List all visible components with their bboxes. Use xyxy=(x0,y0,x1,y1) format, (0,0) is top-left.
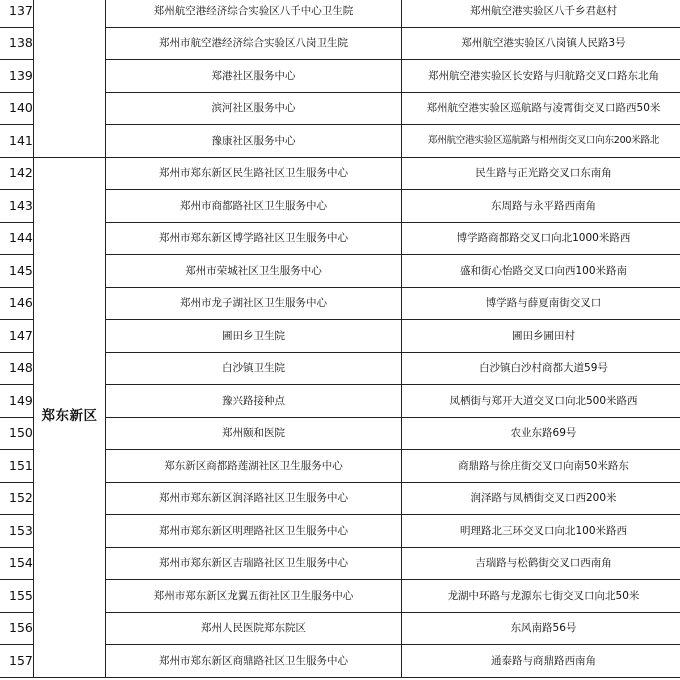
clinic-name: 郑州市郑东新区吉瑞路社区卫生服务中心 xyxy=(106,547,402,580)
clinic-address: 郑州航空港实验区八岗镇人民路3号 xyxy=(402,27,680,60)
table-row xyxy=(0,157,680,190)
row-number: 148 xyxy=(0,352,34,385)
clinic-name: 郑州市郑东新区润泽路社区卫生服务中心 xyxy=(106,482,402,515)
district-cell: 郑东新区 xyxy=(34,157,106,677)
row-number: 157 xyxy=(0,645,34,678)
clinic-name: 郑州航空港经济综合实验区八千中心卫生院 xyxy=(106,0,402,27)
clinic-name: 郑州市航空港经济综合实验区八岗卫生院 xyxy=(106,27,402,60)
row-number: 142 xyxy=(0,157,34,190)
clinic-address: 商鼎路与徐庄街交叉口向南50米路东 xyxy=(402,450,680,483)
row-number: 151 xyxy=(0,450,34,483)
row-number: 154 xyxy=(0,547,34,580)
clinic-address: 郑州航空港实验区巡航路与凌霄街交叉口路西50米 xyxy=(402,92,680,125)
clinic-address: 龙湖中环路与龙源东七街交叉口向北50米 xyxy=(402,580,680,613)
table-row xyxy=(0,92,680,125)
clinic-name: 郑东新区商都路莲湖社区卫生服务中心 xyxy=(106,450,402,483)
clinic-name: 郑州市郑东新区明理路社区卫生服务中心 xyxy=(106,515,402,548)
clinic-address: 博学路与薛夏南街交叉口 xyxy=(402,287,680,320)
table-row xyxy=(0,0,680,27)
clinic-address: 农业东路69号 xyxy=(402,417,680,450)
table-row xyxy=(0,125,680,158)
clinic-name: 郑州市郑东新区商鼎路社区卫生服务中心 xyxy=(106,645,402,678)
clinic-address: 凤栖街与郑开大道交叉口向北500米路西 xyxy=(402,385,680,418)
clinic-address: 通泰路与商鼎路西南角 xyxy=(402,645,680,678)
row-number: 141 xyxy=(0,125,34,158)
clinic-address: 博学路商都路交叉口向北1000米路西 xyxy=(402,222,680,255)
row-number: 140 xyxy=(0,92,34,125)
clinic-name: 豫兴路接种点 xyxy=(106,385,402,418)
district-cell-empty xyxy=(34,125,106,158)
row-number: 144 xyxy=(0,222,34,255)
row-number: 139 xyxy=(0,60,34,93)
clinic-name: 郑州市龙子湖社区卫生服务中心 xyxy=(106,287,402,320)
clinic-name: 圃田乡卫生院 xyxy=(106,320,402,353)
row-number: 146 xyxy=(0,287,34,320)
district-cell-empty xyxy=(34,0,106,27)
row-number: 155 xyxy=(0,580,34,613)
clinic-name: 豫康社区服务中心 xyxy=(106,125,402,158)
table-row xyxy=(0,27,680,60)
clinic-name: 郑州市郑东新区博学路社区卫生服务中心 xyxy=(106,222,402,255)
district-cell-empty xyxy=(34,92,106,125)
clinic-name: 郑州市郑东新区民生路社区卫生服务中心 xyxy=(106,157,402,190)
clinic-address: 润泽路与凤栖街交叉口西200米 xyxy=(402,482,680,515)
clinic-name: 郑州人民医院郑东院区 xyxy=(106,612,402,645)
row-number: 147 xyxy=(0,320,34,353)
clinic-name: 白沙镇卫生院 xyxy=(106,352,402,385)
clinic-address: 郑州航空港实验区巡航路与相州街交叉口向东200米路北 xyxy=(402,125,680,158)
district-cell-empty xyxy=(34,27,106,60)
row-number: 150 xyxy=(0,417,34,450)
row-number: 138 xyxy=(0,27,34,60)
clinic-address: 吉瑞路与松鹤街交叉口西南角 xyxy=(402,547,680,580)
clinic-name: 郑州市郑东新区龙翼五街社区卫生服务中心 xyxy=(106,580,402,613)
row-number: 156 xyxy=(0,612,34,645)
clinic-address: 东风南路56号 xyxy=(402,612,680,645)
clinic-name: 郑州颐和医院 xyxy=(106,417,402,450)
clinic-address: 东周路与永平路西南角 xyxy=(402,190,680,223)
row-number: 149 xyxy=(0,385,34,418)
clinic-address: 郑州航空港实验区八千乡君赵村 xyxy=(402,0,680,27)
clinic-address: 圃田乡圃田村 xyxy=(402,320,680,353)
district-cell-empty xyxy=(34,60,106,93)
clinic-address: 盛和街心怡路交叉口向西100米路南 xyxy=(402,255,680,288)
clinic-name: 郑港社区服务中心 xyxy=(106,60,402,93)
row-number: 153 xyxy=(0,515,34,548)
clinic-name: 郑州市商都路社区卫生服务中心 xyxy=(106,190,402,223)
clinic-address: 明理路北三环交叉口向北100米路西 xyxy=(402,515,680,548)
row-number: 137 xyxy=(0,0,34,27)
clinic-address: 郑州航空港实验区长安路与归航路交叉口路东北角 xyxy=(402,60,680,93)
row-number: 143 xyxy=(0,190,34,223)
row-number: 152 xyxy=(0,482,34,515)
row-number: 145 xyxy=(0,255,34,288)
clinic-name: 滨河社区服务中心 xyxy=(106,92,402,125)
clinic-name: 郑州市荣城社区卫生服务中心 xyxy=(106,255,402,288)
clinic-address: 白沙镇白沙村商都大道59号 xyxy=(402,352,680,385)
table-row xyxy=(0,60,680,93)
clinic-address: 民生路与正光路交叉口东南角 xyxy=(402,157,680,190)
